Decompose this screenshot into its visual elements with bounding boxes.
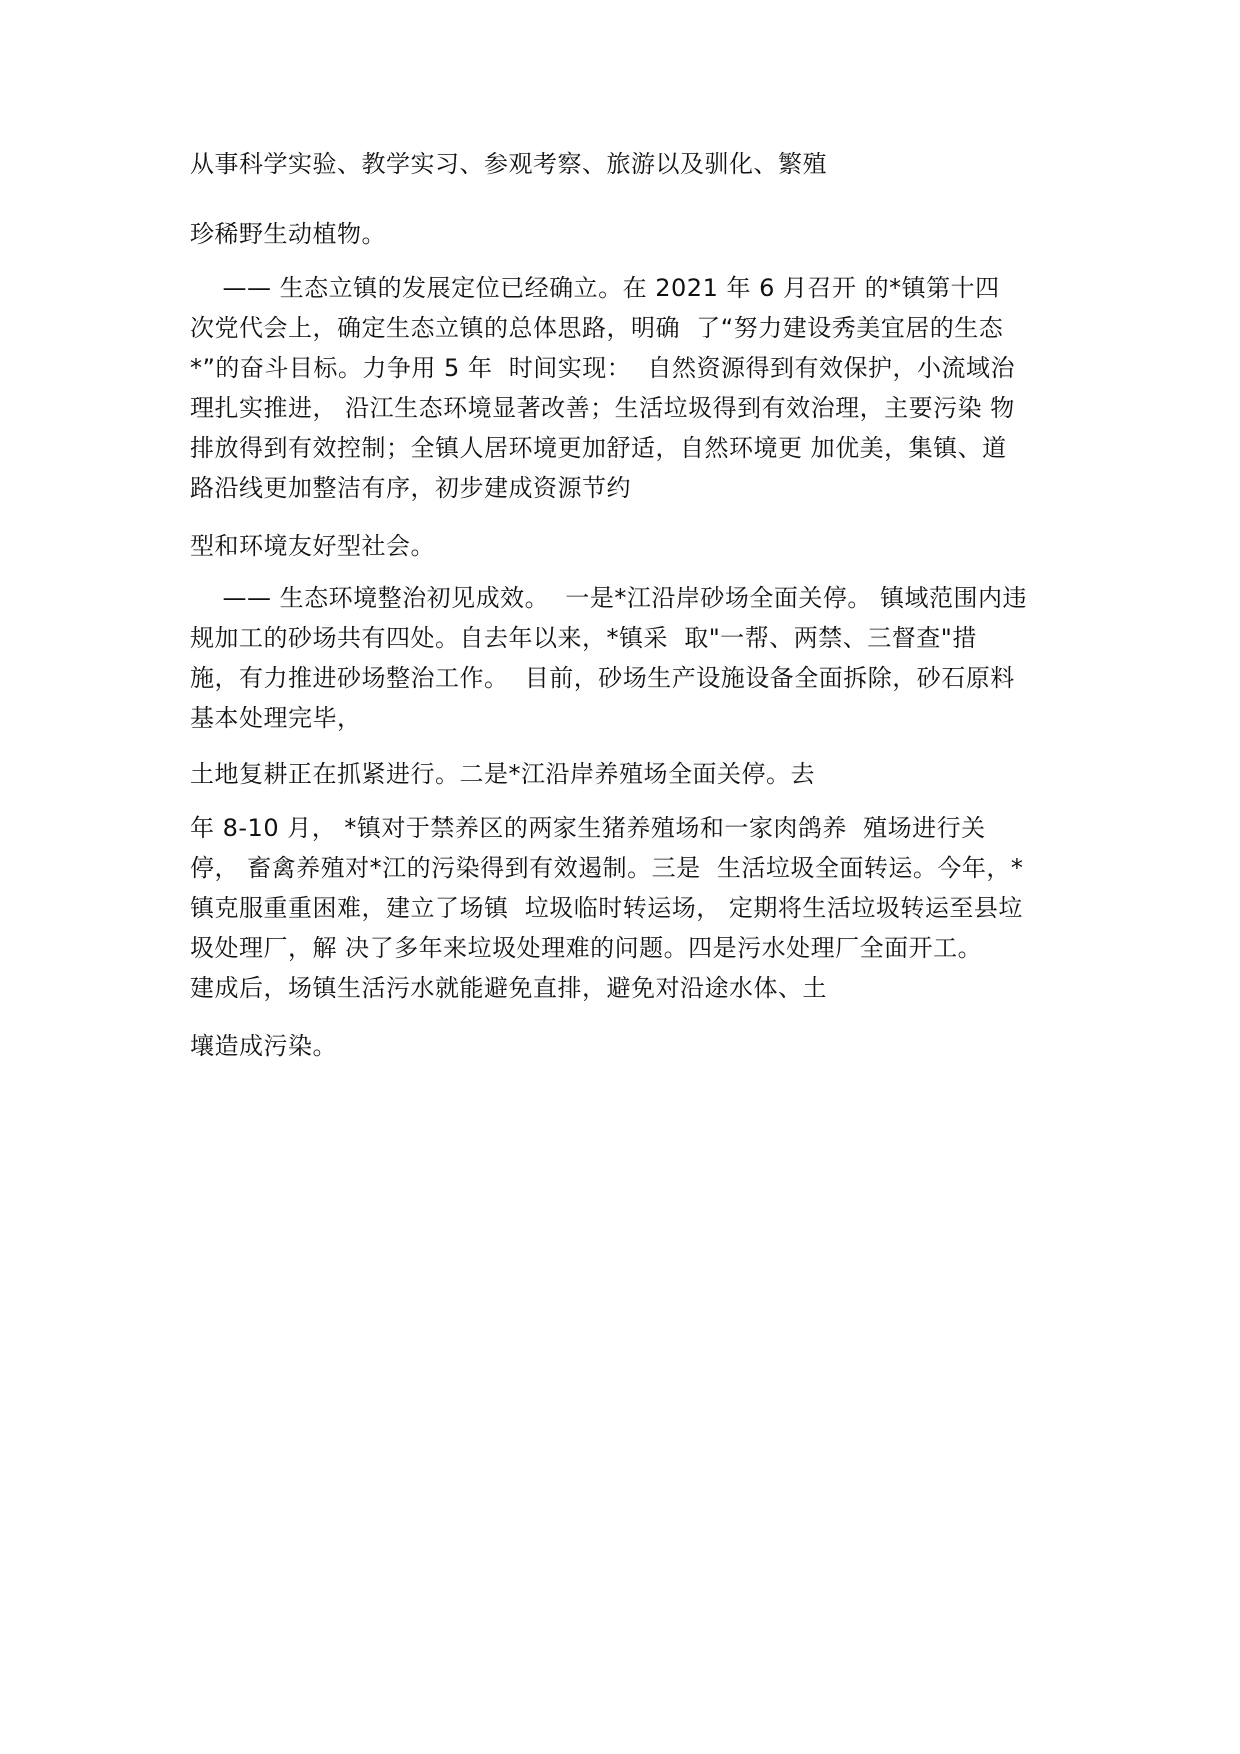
text-line: 路沿线更加整洁有序，初步建成资源节约 <box>190 474 631 502</box>
text-line: 型和环境友好型社会。 <box>190 532 435 560</box>
text-line: 停， 畜禽养殖对*江的污染得到有效遏制。三是 生活垃圾全面转运。今年，* <box>190 854 1024 882</box>
text-line: 次党代会上，确定生态立镇的总体思路，明确 了“努力建设秀美宜居的生态 <box>190 314 1004 342</box>
text-line: 理扎实推进， 沿江生态环境显著改善；生活垃圾得到有效治理，主要污染 物 <box>190 394 1015 422</box>
text-line: 年 8-10 月， *镇对于禁养区的两家生猪养殖场和一家肉鸽养 殖场进行关 <box>190 814 986 842</box>
text-line: 建成后，场镇生活污水就能避免直排，避免对沿途水体、土 <box>190 974 827 1002</box>
text-line: 壤造成污染。 <box>190 1032 337 1060</box>
text-line: —— 生态环境整治初见成效。 一是*江沿岸砂场全面关停。 镇域范围内违 <box>190 584 1028 612</box>
text-line: 从事科学实验、教学实习、参观考察、旅游以及驯化、繁殖 <box>190 150 827 178</box>
text-line: 基本处理完毕， <box>190 704 362 732</box>
text-line: 土地复耕正在抓紧进行。二是*江沿岸养殖场全面关停。去 <box>190 760 815 788</box>
text-line: 排放得到有效控制；全镇人居环境更加舒适，自然环境更 加优美，集镇、道 <box>190 434 1007 462</box>
text-line: —— 生态立镇的发展定位已经确立。在 2021 年 6 月召开 的*镇第十四 <box>190 274 1000 302</box>
text-line: 圾处理厂，解 决了多年来垃圾处理难的问题。四是污水处理厂全面开工。 <box>190 934 983 962</box>
text-line: 镇克服重重困难，建立了场镇 垃圾临时转运场， 定期将生活垃圾转运至县垃 <box>190 894 1023 922</box>
text-line: 施，有力推进砂场整治工作。 目前，砂场生产设施设备全面拆除，砂石原料 <box>190 664 1015 692</box>
text-line: 珍稀野生动植物。 <box>190 220 386 248</box>
text-line: *”的奋斗目标。力争用 5 年 时间实现： 自然资源得到有效保护，小流域治 <box>190 354 1015 382</box>
text-line: 规加工的砂场共有四处。自去年以来，*镇采 取"一帮、两禁、三督查"措 <box>190 624 977 652</box>
